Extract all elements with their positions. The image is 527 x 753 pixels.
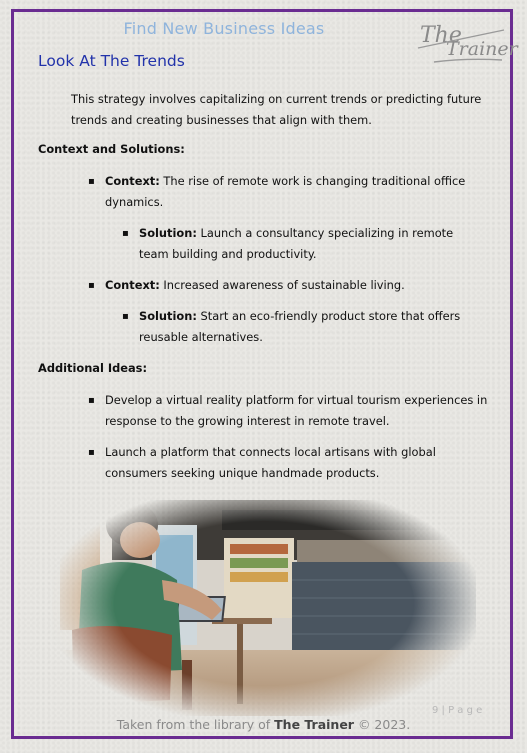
additional-heading: Additional Ideas: xyxy=(38,361,148,375)
bullet-icon: ▪ xyxy=(88,176,95,187)
footer: Taken from the library of The Trainer © 2023. xyxy=(116,717,411,732)
list-item: ▪ Context: The rise of remote work is changing traditional office dynamics. xyxy=(105,171,485,213)
list-item: ▪ Context: Increased awareness of sustainable living. xyxy=(105,275,485,296)
cafe-illustration xyxy=(52,500,476,716)
bullet-icon: ▪ xyxy=(122,311,129,322)
intro-paragraph: This strategy involves capitalizing on current trends or predicting future trends and creating businesses that align with them. xyxy=(71,92,482,127)
logo-text-the: The xyxy=(420,23,462,48)
logo-text-trainer: Trainer xyxy=(446,38,518,60)
header-title: Find New Business Ideas xyxy=(123,19,325,38)
context-heading: Context and Solutions: xyxy=(38,142,185,156)
bullet-icon: ▪ xyxy=(88,395,95,406)
bullet-icon: ▪ xyxy=(88,447,95,458)
list-item: ▪ Solution: Start an eco-friendly product store that offers reusable alternatives. xyxy=(139,306,485,348)
list-item: ▪ Develop a virtual reality platform for virtual tourism experiences in response to the growing interest in remote travel. xyxy=(105,390,490,432)
section-title: Look At The Trends xyxy=(38,52,185,70)
trainer-logo xyxy=(416,18,518,66)
list-item: ▪ Solution: Launch a consultancy specializing in remote team building and productivity. xyxy=(139,223,485,265)
page-number: 9 | P a g e xyxy=(432,705,483,716)
bullet-icon: ▪ xyxy=(122,228,129,239)
list-item: ▪ Launch a platform that connects local artisans with global consumers seeking unique handmade products. xyxy=(105,442,490,484)
bullet-icon: ▪ xyxy=(88,280,95,291)
cafe-photo xyxy=(52,500,476,716)
